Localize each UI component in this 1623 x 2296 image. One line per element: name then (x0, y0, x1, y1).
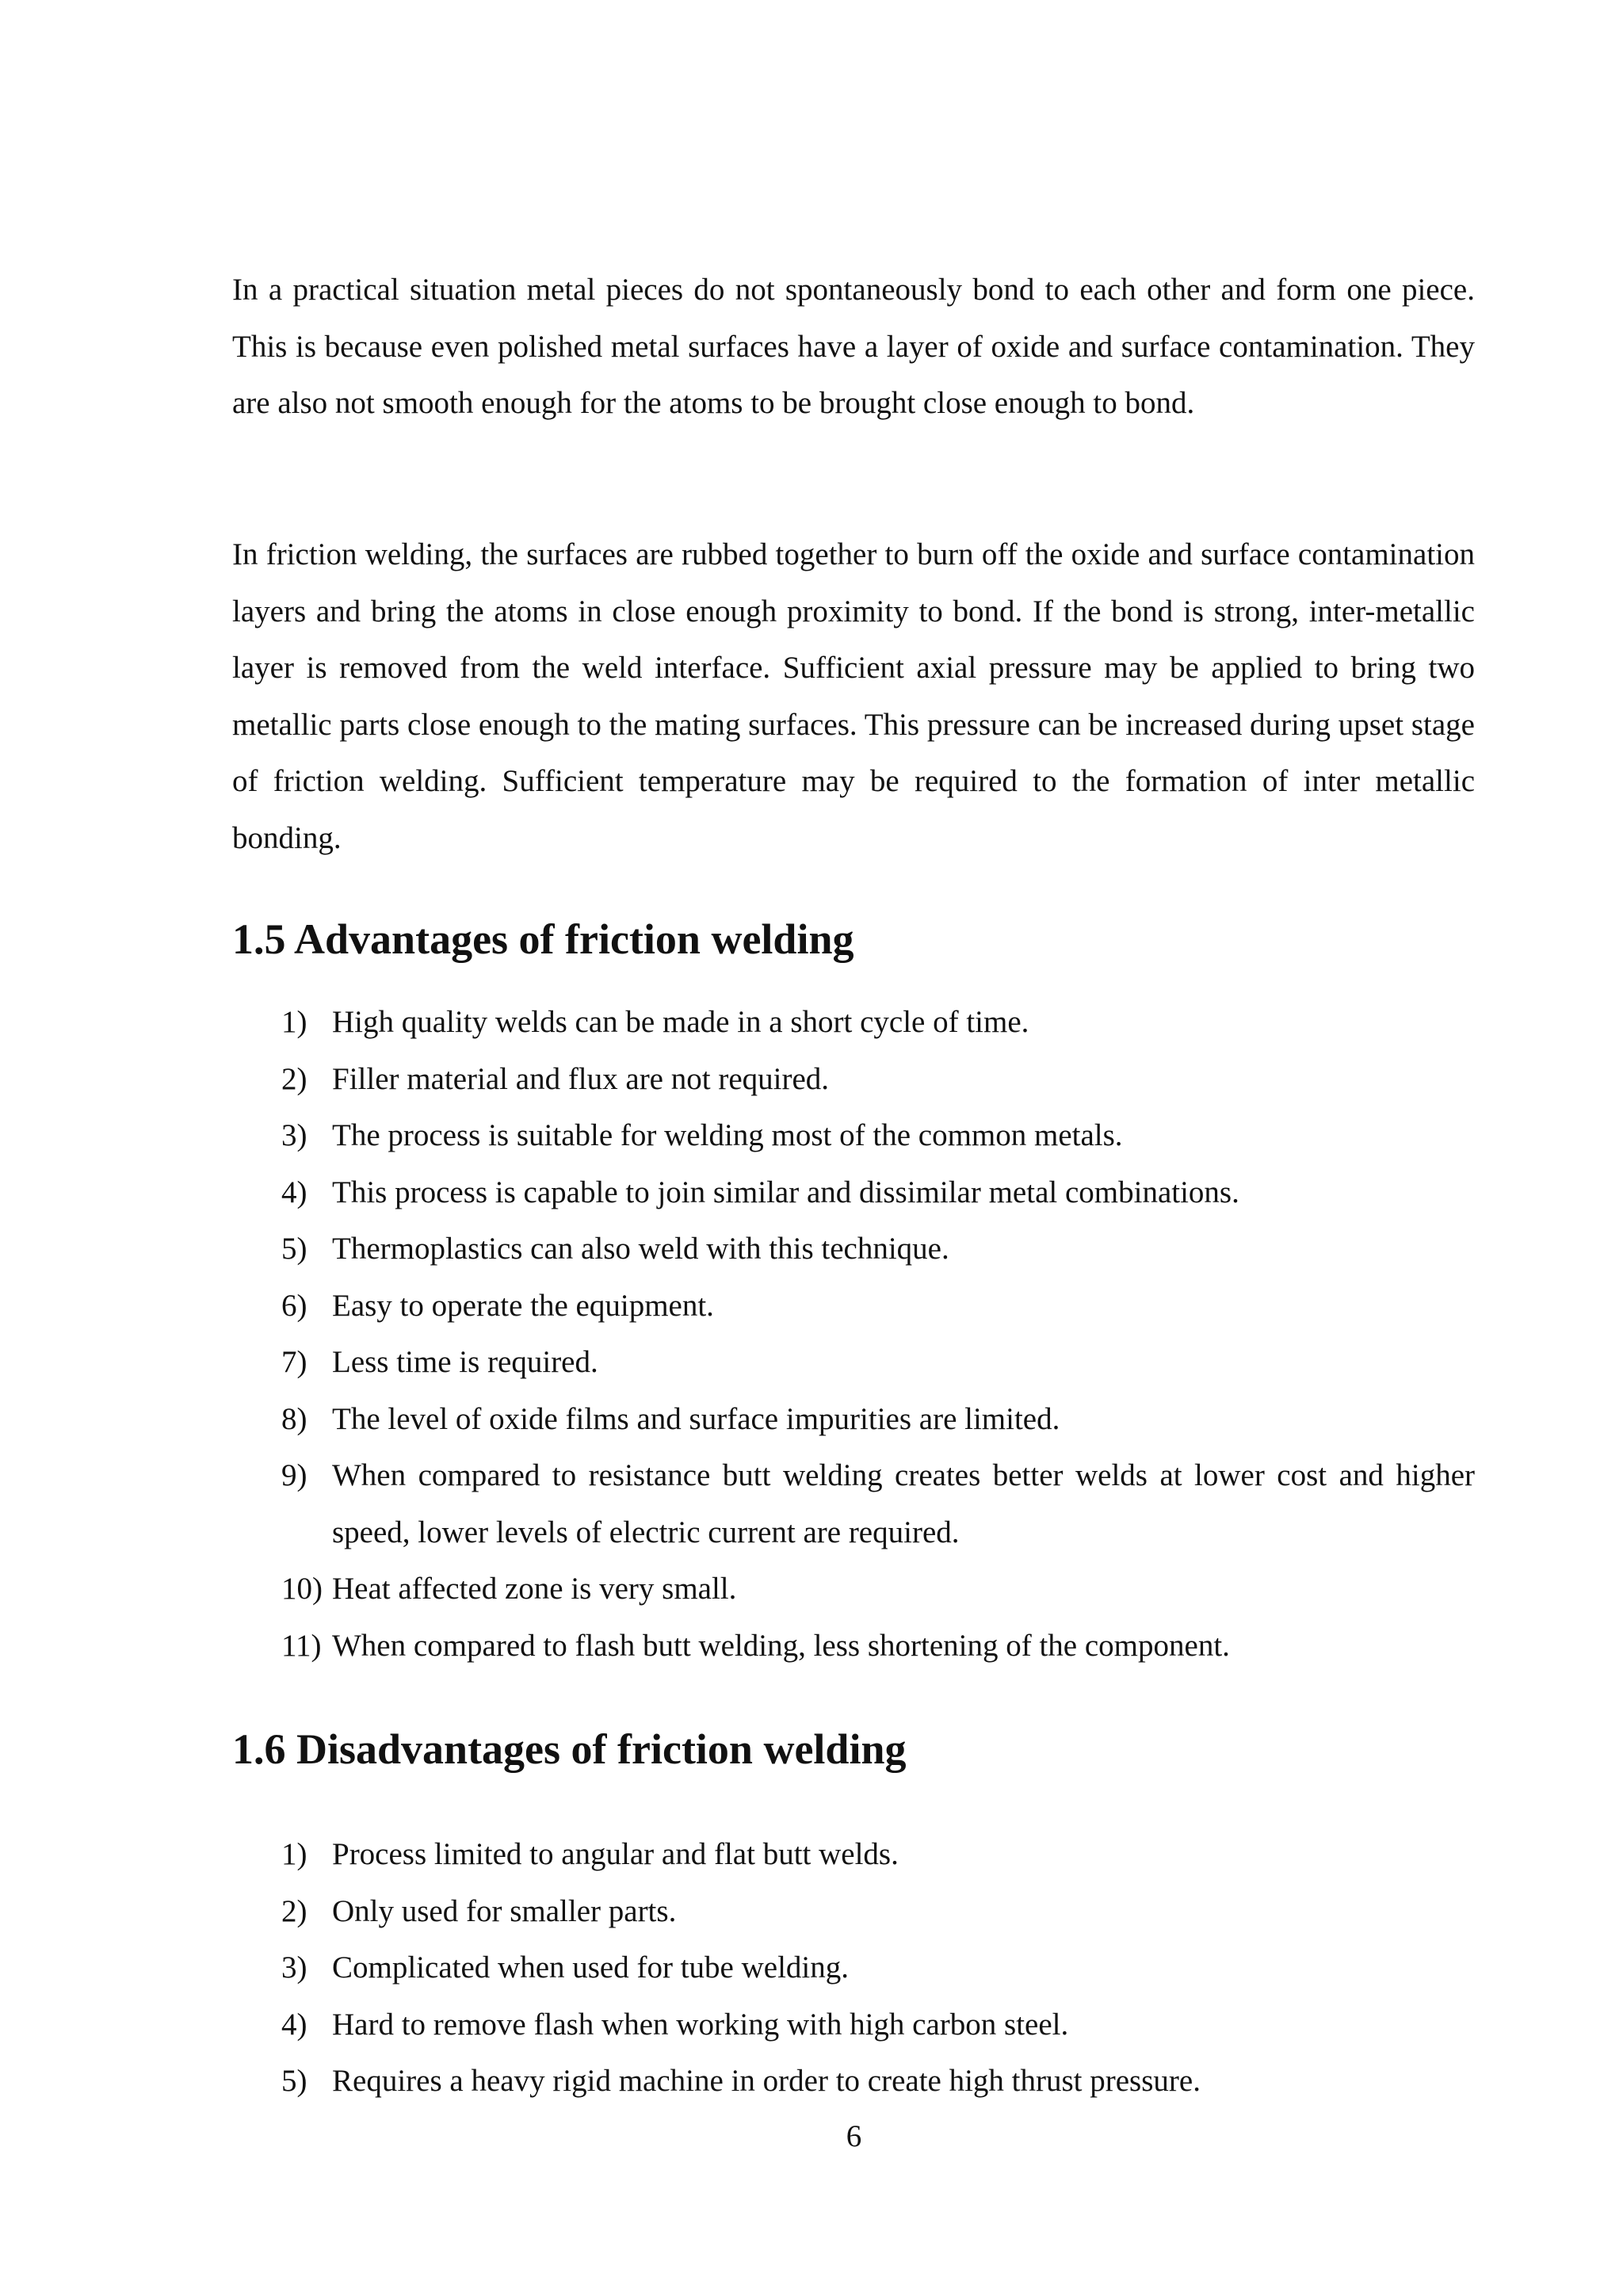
list-item-number: 2) (281, 1061, 307, 1096)
disadvantages-list (232, 1826, 1475, 2110)
list-item-text: The process is suitable for welding most of the common metals. (332, 1118, 1123, 1152)
list-item-text: When compared to flash butt welding, less shortening of the component. (332, 1628, 1230, 1663)
list-item-text: Heat affected zone is very small. (332, 1572, 737, 1606)
list-item-number: 2) (281, 1893, 307, 1928)
list-item-text: Filler material and flux are not required. (332, 1061, 830, 1096)
list-item-number: 5) (281, 1232, 307, 1266)
list-item-number: 7) (281, 1345, 307, 1379)
list-item (232, 1618, 1475, 1675)
body-paragraph: In a practical situation metal pieces do not spontaneously bond to each other and form one piece. This is because even polished metal surfaces have a layer of oxide and surface contamination. They are also not smooth enough for the atoms to be brought close enough to bond. (232, 273, 1475, 420)
list-item-text: Hard to remove flash when working with high carbon steel. (332, 2007, 1069, 2042)
list-item-number: 6) (281, 1288, 307, 1323)
list-item-number: 5) (281, 2064, 307, 2098)
list-item-number: 9) (281, 1458, 307, 1492)
list-item (232, 1221, 1475, 1278)
list-item (232, 1996, 1475, 2053)
list-item (232, 1051, 1475, 1108)
list-item-number: 1) (281, 1005, 307, 1039)
list-item (232, 1107, 1475, 1164)
list-item-text: When compared to resistance butt welding creates better welds at lower cost and higher speed, lower levels of electric current are required. (332, 1458, 1475, 1549)
list-item (232, 1164, 1475, 1221)
list-item-number: 1) (281, 1837, 307, 1871)
list-item (232, 994, 1475, 1051)
list-item-text: Easy to operate the equipment. (332, 1288, 714, 1323)
body-paragraph: In friction welding, the surfaces are rubbed together to burn off the oxide and surface contamination layers and bring the atoms in close enough proximity to bond. If the bond is strong, inter-metallic layer is removed from the weld interface. Sufficient axial pressure may be applied to bring two metallic parts close enough to the mating surfaces. This pressure can be increased during upset stage of friction welding. Sufficient temperature may be required to the formation of inter metallic bonding. (232, 537, 1475, 855)
list-item-text: Requires a heavy rigid machine in order to create high thrust pressure. (332, 2064, 1201, 2098)
list-item (232, 1561, 1475, 1618)
list-item (232, 1939, 1475, 1996)
section-heading-advantages: 1.5 Advantages of friction welding (232, 915, 854, 963)
list-item-text: Process limited to angular and flat butt welds. (332, 1837, 899, 1871)
list-item (232, 2053, 1475, 2110)
list-item-number: 11) (281, 1628, 322, 1663)
list-item (232, 1447, 1475, 1561)
list-item-number: 8) (281, 1401, 307, 1436)
list-item (232, 1826, 1475, 1883)
list-item-number: 4) (281, 1175, 307, 1209)
list-item-number: 4) (281, 2007, 307, 2042)
list-item (232, 1334, 1475, 1391)
list-item-text: High quality welds can be made in a short cycle of time. (332, 1005, 1029, 1039)
advantages-list (232, 994, 1475, 1674)
list-item-text: Less time is required. (332, 1345, 598, 1379)
list-item-number: 10) (281, 1572, 323, 1606)
list-item-text: Thermoplastics can also weld with this technique. (332, 1232, 949, 1266)
list-item-number: 3) (281, 1950, 307, 1985)
list-item (232, 1883, 1475, 1940)
list-item-text: Only used for smaller parts. (332, 1893, 677, 1928)
section-heading-disadvantages: 1.6 Disadvantages of friction welding (232, 1725, 907, 1773)
list-item (232, 1391, 1475, 1448)
list-item-text: Complicated when used for tube welding. (332, 1950, 850, 1985)
list-item-text: The level of oxide films and surface impurities are limited. (332, 1401, 1060, 1436)
list-item-number: 3) (281, 1118, 307, 1152)
list-item-text: This process is capable to join similar and dissimilar metal combinations. (332, 1175, 1239, 1209)
page-number: 6 (846, 2119, 862, 2153)
list-item (232, 1278, 1475, 1335)
